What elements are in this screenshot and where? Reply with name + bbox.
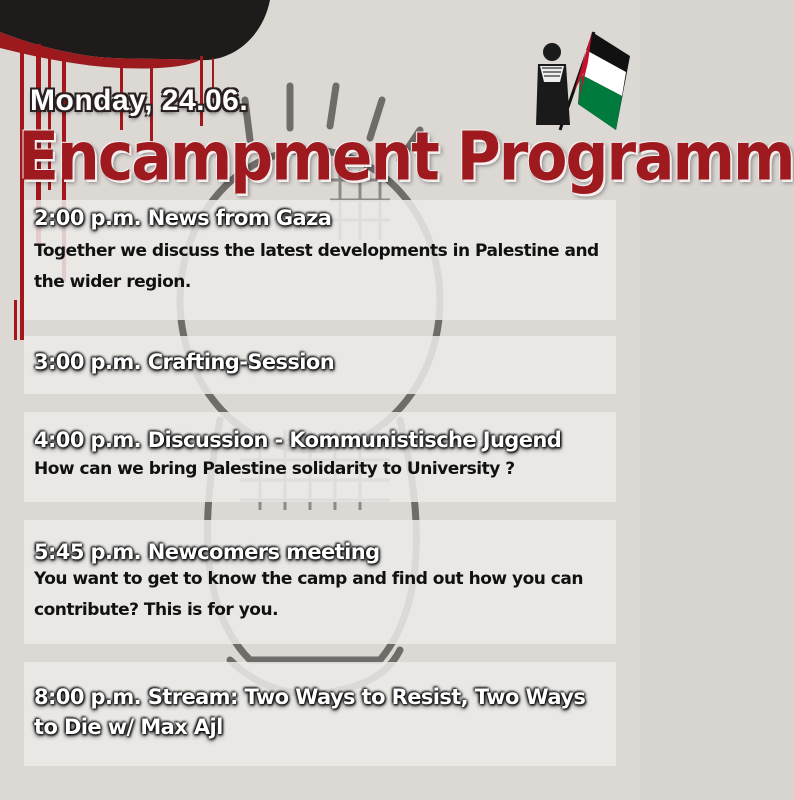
- event-description: How can we bring Palestine solidarity to University ?: [34, 459, 515, 479]
- event-card: [24, 662, 616, 766]
- event-time: 3:00 p.m. Crafting-Session: [34, 350, 335, 374]
- event-card: [24, 412, 616, 502]
- page-title: Encampment Programm: [18, 118, 794, 197]
- event-description: Together we discuss the latest developments in Palestine and the wider region.: [34, 241, 599, 292]
- event-card: [24, 200, 616, 320]
- event-time: 2:00 p.m. News from Gaza: [34, 206, 332, 230]
- event-date: Monday, 24.06.: [30, 84, 249, 117]
- event-time: 4:00 p.m. Discussion - Kommunistische Jugend: [34, 428, 562, 452]
- event-card: [24, 336, 616, 394]
- event-time: 8:00 p.m. Stream: Two Ways to Resist, Two Ways to Die w/ Max Ajl: [34, 685, 586, 739]
- event-time: 5:45 p.m. Newcomers meeting: [34, 540, 380, 564]
- event-description: You want to get to know the camp and find out how you can contribute? This is for you.: [34, 569, 583, 620]
- event-card: [24, 520, 616, 644]
